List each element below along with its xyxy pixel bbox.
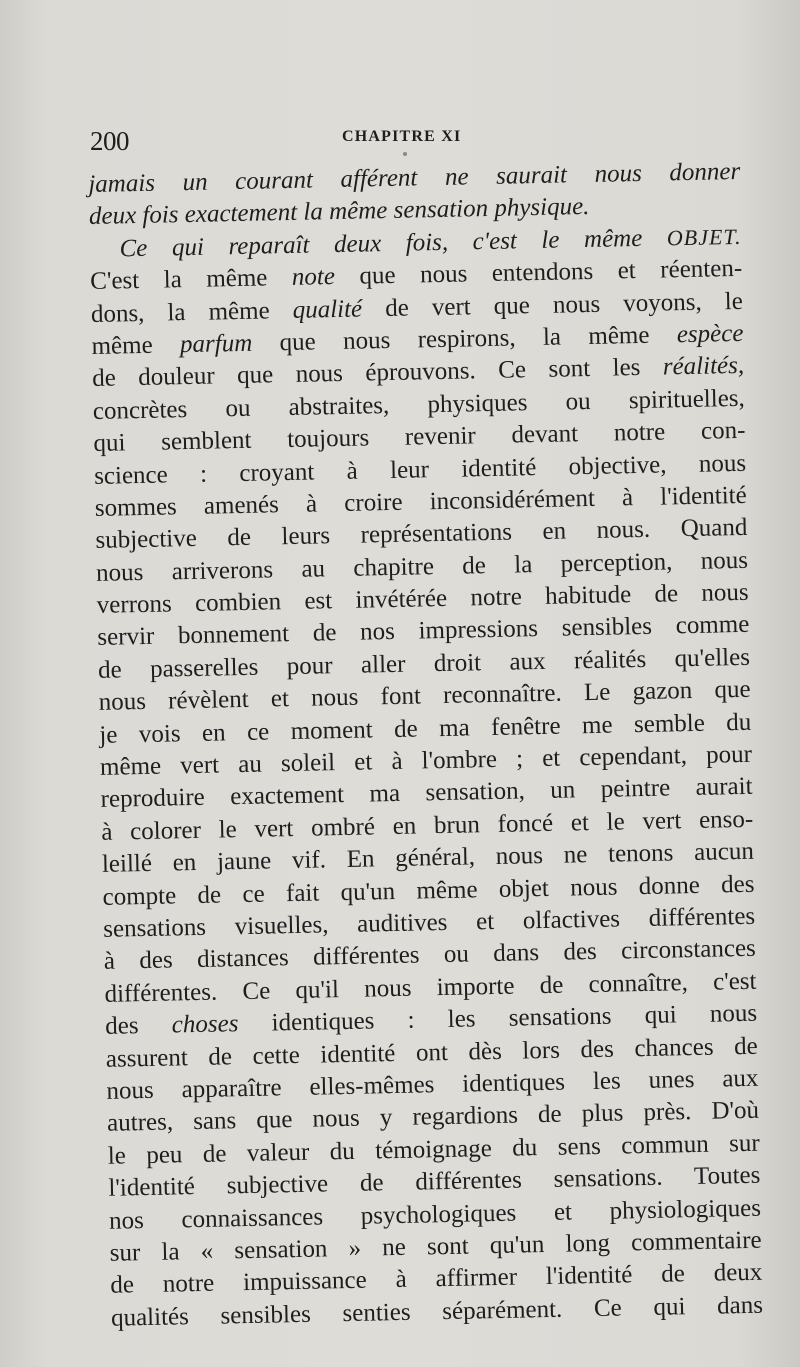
text-line: même vert au soleil et à l'ombre ; et cependant, pour [99, 740, 753, 781]
text-span: dons, la même [90, 296, 293, 328]
text-line: l'identité subjective de différentes sensations. Toutes [108, 1161, 761, 1202]
text-span: de douleur que nous éprouvons. Ce sont les [91, 353, 664, 393]
text-line: de notre impuissance à affirmer l'identité de deux [110, 1258, 763, 1300]
text-line: assurent de cette identité ont dès lors des chances de [105, 1032, 759, 1073]
running-head: CHAPITRE XI [342, 128, 462, 145]
text-span: des [104, 1011, 173, 1040]
page-header [90, 122, 730, 158]
text-line: nous révèlent et nous font reconnaître. Le gazon que [98, 676, 751, 717]
italic-word: note [291, 263, 336, 292]
italic-word: espèce [676, 319, 744, 349]
text-span: même [91, 331, 181, 360]
text-line: science : croyant à leur identité objective, nous [93, 449, 747, 490]
text-line: sensations visuelles, auditives et olfactives différentes [102, 902, 756, 943]
text-line: deux fois exactement la même sensation physique. [88, 193, 590, 231]
text-span: C'est la même [89, 264, 293, 296]
italic-phrase: Ce qui reparaît deux fois, c'est le même [119, 224, 668, 263]
text-line: servir bonnement de nos impressions sensibles comme [97, 611, 750, 652]
text-span: que nous entendons et réenten- [334, 255, 743, 291]
italic-word: réalités, [662, 352, 745, 381]
text-line: leillé en jaune vif. En général, nous ne tenons aucun [101, 837, 755, 879]
text-line: concrètes ou abstraites, physiques ou spirituelles, [92, 384, 746, 425]
text-line: sommes amenés à croire inconsidérément à l'identité [94, 481, 747, 522]
text-line: différentes. Ce qu'il nous importe de connaître, c'est [104, 967, 757, 1008]
text-span: que nous respirons, la même [251, 321, 678, 357]
text-line: nous arriverons au chapitre de la perception, nous [95, 546, 749, 587]
text-line: à des distances différentes ou dans des circonstances [103, 935, 757, 976]
text-line: verrons combien est invétérée notre habitude de nous [96, 578, 749, 619]
text-line: nous apparaître elles-mêmes identiques les unes aux [106, 1064, 759, 1105]
page-number: 200 [90, 126, 129, 156]
text-line: reproduire exactement ma sensation, un peintre aurait [100, 773, 753, 814]
body-text [88, 156, 763, 1335]
text-span: de vert que nous voyons, le [361, 287, 744, 323]
text-span: identiques : les sensations qui nous [238, 999, 758, 1038]
text-line: subjective de leurs représentations en nous. Quand [95, 514, 748, 555]
text-line: le peu de valeur du témoignage du sens commun sur [107, 1129, 760, 1170]
italic-word: parfum [179, 329, 253, 359]
text-line: qui semblent toujours revenir devant notre con- [93, 416, 746, 458]
italic-word: qualité [292, 295, 363, 324]
italic-word: choses [171, 1010, 239, 1039]
text-line: nos connaissances psychologiques et physiologiques [108, 1194, 762, 1235]
text-line: à colorer le vert ombré en brun foncé et le vert enso- [101, 805, 754, 846]
text-line: autres, sans que nous y regardions de plus près. D'où [106, 1097, 760, 1138]
text-line: sur la « sensation » ne sont qu'un long commentaire [109, 1226, 762, 1267]
text-line: jamais un courant afférent ne saurait nous donner [88, 157, 741, 198]
text-line: qualités sensibles senties séparément. Ce qui dans [110, 1291, 764, 1332]
text-line: compte de ce fait qu'un même objet nous donne des [102, 870, 755, 911]
text-line: de passerelles pour aller droit aux réalités qu'elles [97, 643, 751, 684]
object-word: OBJET. [666, 223, 742, 251]
text-line: je vois en ce moment de ma fenêtre me semble du [99, 708, 752, 749]
ink-mark [403, 152, 407, 156]
